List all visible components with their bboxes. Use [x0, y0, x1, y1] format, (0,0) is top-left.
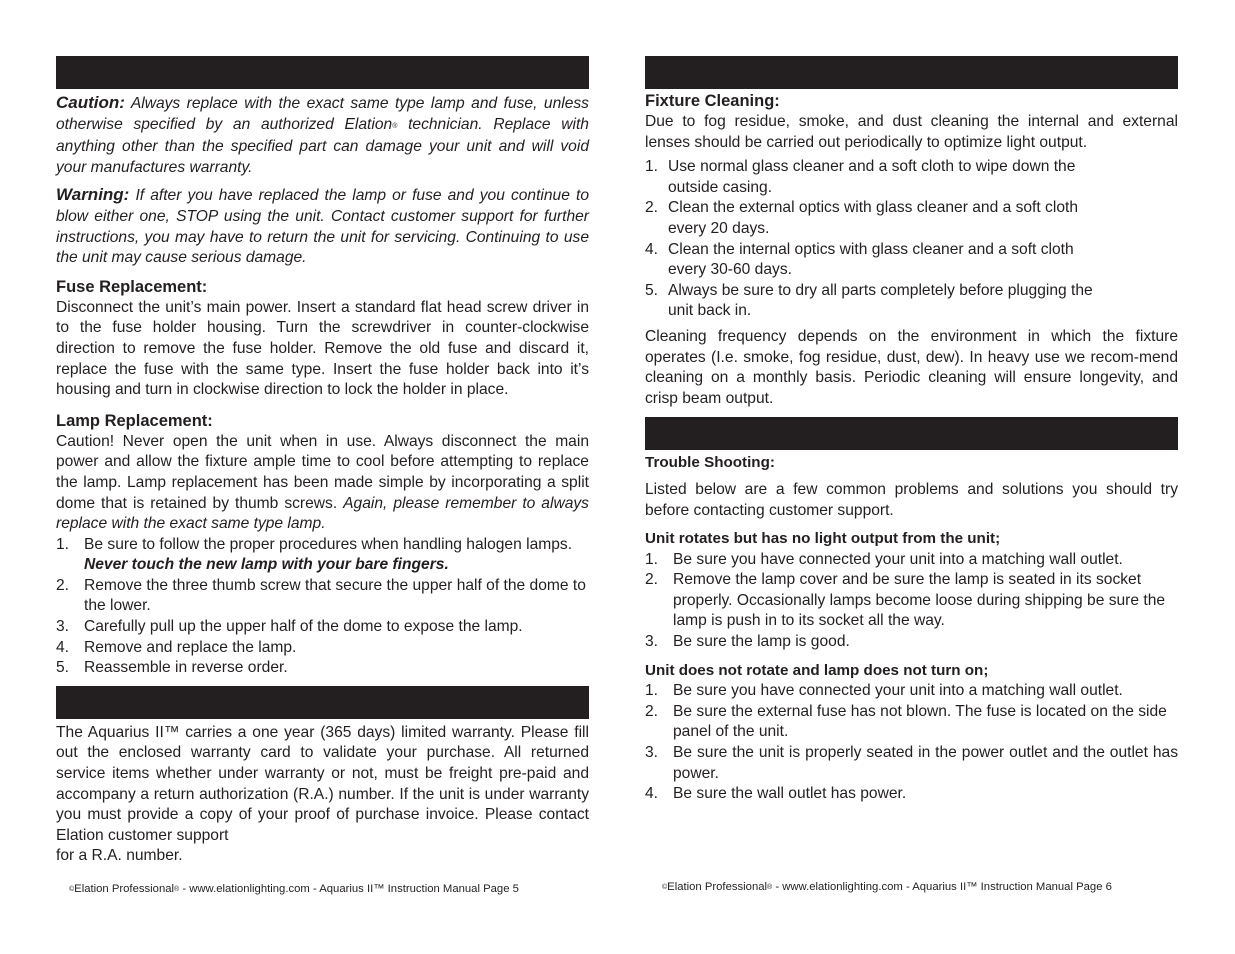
- registered-mark: ®: [174, 886, 180, 893]
- step-number: 1.: [645, 550, 659, 568]
- list-item: [645, 198, 1178, 239]
- step-text: Be sure you have connected your unit into a matching wall outlet.: [673, 682, 1123, 700]
- step-number: 1.: [56, 535, 70, 553]
- caution-paragraph: [56, 93, 589, 178]
- fixture-cleaning-intro: Due to fog residue, smoke, and dust cleaning the internal and external lenses should be carried out periodically to optimize light output.: [645, 113, 1178, 151]
- left-page-footer: [69, 882, 519, 897]
- section-header-bar: [645, 56, 1178, 89]
- list-item: [645, 281, 1178, 322]
- step-text: Be sure the wall outlet has power.: [673, 785, 907, 803]
- warranty-body: The Aquarius II™ carries a one year (365 days) limited warranty. Please fill out the enclosed warranty card to validate your purchase. All returned service items whether under warranty or not, must be freight pre-paid and accompany a return authorization (R.A.) number. If the unit is under warranty you must provide a copy of your proof of purchase invoice. Please contact Elation customer support: [56, 723, 589, 844]
- footer-text: - www.elationlighting.com - Aquarius II™ Instruction Manual Page 6: [772, 881, 1112, 893]
- list-item: [56, 638, 589, 659]
- footer-text: - www.elationlighting.com - Aquarius II™ Instruction Manual Page 5: [179, 883, 519, 895]
- warranty-header-bar: [56, 686, 589, 719]
- list-item: [645, 784, 1178, 805]
- list-item: [56, 576, 589, 617]
- step-number: 2.: [645, 571, 659, 589]
- section-header-bar: [56, 56, 589, 89]
- footer-brand: Elation Professional: [74, 883, 175, 895]
- fuse-replacement-body: Disconnect the unit’s main power. Insert a standard flat head screw driver in to the fuse holder housing. Turn the screwdriver in counter-clockwise direction to remove the fuse holder. Remove the old fuse and discard it, replace the fuse with the same type. Insert the fuse holder back into it’s housing and turn in clockwise direction to lock the holder in place.: [56, 298, 589, 399]
- caution-label: Caution:: [56, 93, 125, 112]
- warning-label: Warning:: [56, 185, 130, 205]
- step-text: Remove and replace the lamp.: [84, 638, 297, 656]
- trouble-shooting-title: Trouble Shooting:: [645, 454, 775, 472]
- lamp-replacement-body: [56, 432, 589, 535]
- fuse-replacement-title: Fuse Replacement:: [56, 277, 208, 296]
- left-page-column: [56, 56, 589, 867]
- step-number: 3.: [645, 633, 659, 651]
- step-text: Use normal glass cleaner and a soft cloth to wipe down the outside casing.: [668, 158, 1076, 196]
- list-item: [56, 535, 589, 576]
- registered-mark: ®: [767, 884, 773, 891]
- caution-text-continued: technician. Replace with anything other than the specified part can damage your unit and will void your manufactures warranty.: [56, 115, 589, 176]
- warranty-body-end: for a R.A. number.: [56, 847, 183, 865]
- list-item: [645, 157, 1178, 198]
- list-item: [56, 658, 589, 679]
- list-item: [645, 743, 1178, 784]
- list-item: [645, 550, 1178, 571]
- lamp-replacement-steps: [56, 535, 589, 679]
- case-no-rotate-steps: [645, 681, 1178, 805]
- case-no-light-title: Unit rotates but has no light output from the unit;: [645, 530, 1001, 548]
- step-text: Be sure to follow the proper procedures when handling halogen lamps.: [84, 535, 573, 553]
- step-number: 4.: [56, 638, 70, 656]
- step-number: 3.: [645, 744, 659, 762]
- step-number: 1.: [645, 682, 659, 700]
- step-number: 5.: [56, 659, 70, 677]
- step-text: Be sure the unit is properly seated in the power outlet and the outlet has power.: [673, 744, 1178, 782]
- case-no-rotate-title: Unit does not rotate and lamp does not turn on;: [645, 661, 989, 679]
- step-number: 2.: [645, 702, 659, 720]
- fixture-cleaning-title: Fixture Cleaning:: [645, 92, 780, 110]
- list-item: [56, 617, 589, 638]
- list-item: [645, 240, 1178, 281]
- case-no-light-steps: [645, 550, 1178, 653]
- step-text: Carefully pull up the upper half of the dome to expose the lamp.: [84, 618, 523, 636]
- step-emphasis: Never touch the new lamp with your bare fingers.: [84, 556, 449, 574]
- list-item: [645, 570, 1178, 632]
- lamp-replacement-title: Lamp Replacement:: [56, 411, 213, 430]
- list-item: [645, 681, 1178, 702]
- step-number: 1.: [645, 158, 659, 176]
- cleaning-frequency: Cleaning frequency depends on the environment in which the fixture operates (I.e. smoke, fog residue, dust, dew). In heavy use we recom-mend cleaning on a monthly basis. Periodic cleaning will ensure longevity, and crisp beam output.: [645, 327, 1178, 407]
- step-text: Remove the lamp cover and be sure the lamp is seated in its socket properly. Occasionally lamps become loose during shipping be sure the lamp is push in to its socket all the way.: [673, 571, 1166, 630]
- right-page-footer: [662, 880, 1112, 895]
- lamp-replacement-text: Caution! Never open the unit when in use. Always disconnect the main power and allow the fixture ample time to cool before attempting to replace the lamp. Lamp replacement has been made simple by incorporating a split dome that is retained by thumb screws.: [56, 432, 589, 512]
- right-page-column: [645, 56, 1178, 805]
- registered-mark: ®: [392, 122, 398, 130]
- footer-brand: Elation Professional: [667, 881, 768, 893]
- trouble-header-bar: [645, 417, 1178, 450]
- copyright-mark: ©: [69, 886, 75, 893]
- step-text: Be sure you have connected your unit into a matching wall outlet.: [673, 550, 1123, 568]
- lamp-replacement-reminder: Again, please remember to always replace with the exact same type lamp.: [56, 494, 589, 533]
- warning-text: If after you have replaced the lamp or fuse and you continue to blow either one, STOP using the unit. Contact customer support for further instructions, you may have to return the unit for servicing. Continuing to use the unit may cause serious damage.: [56, 187, 589, 267]
- copyright-mark: ©: [662, 884, 668, 891]
- step-number: 4.: [645, 240, 659, 258]
- step-number: 2.: [56, 576, 70, 594]
- cleaning-steps: [645, 157, 1178, 322]
- step-text: Clean the internal optics with glass cleaner and a soft cloth every 30-60 days.: [668, 240, 1074, 279]
- step-text: Clean the external optics with glass cleaner and a soft cloth every 20 days.: [668, 199, 1078, 237]
- step-text: Reassemble in reverse order.: [84, 659, 288, 677]
- step-text: Be sure the external fuse has not blown. The fuse is located on the side panel of the unit.: [673, 702, 1167, 741]
- step-number: 3.: [56, 618, 70, 636]
- list-item: [645, 702, 1178, 743]
- step-number: 4.: [645, 785, 659, 803]
- step-text: Remove the three thumb screw that secure the upper half of the dome to the lower.: [84, 576, 586, 615]
- caution-text: Always replace with the exact same type lamp and fuse, unless otherwise specified by an authorized Elation: [56, 95, 589, 133]
- step-text: Always be sure to dry all parts completely before plugging the unit back in.: [668, 281, 1093, 320]
- warning-paragraph: [56, 185, 589, 268]
- trouble-shooting-intro: Listed below are a few common problems and solutions you should try before contacting customer support.: [645, 480, 1178, 519]
- step-text: Be sure the lamp is good.: [673, 633, 850, 651]
- list-item: [645, 632, 1178, 653]
- step-number: 2.: [645, 199, 659, 217]
- step-number: 5.: [645, 281, 659, 299]
